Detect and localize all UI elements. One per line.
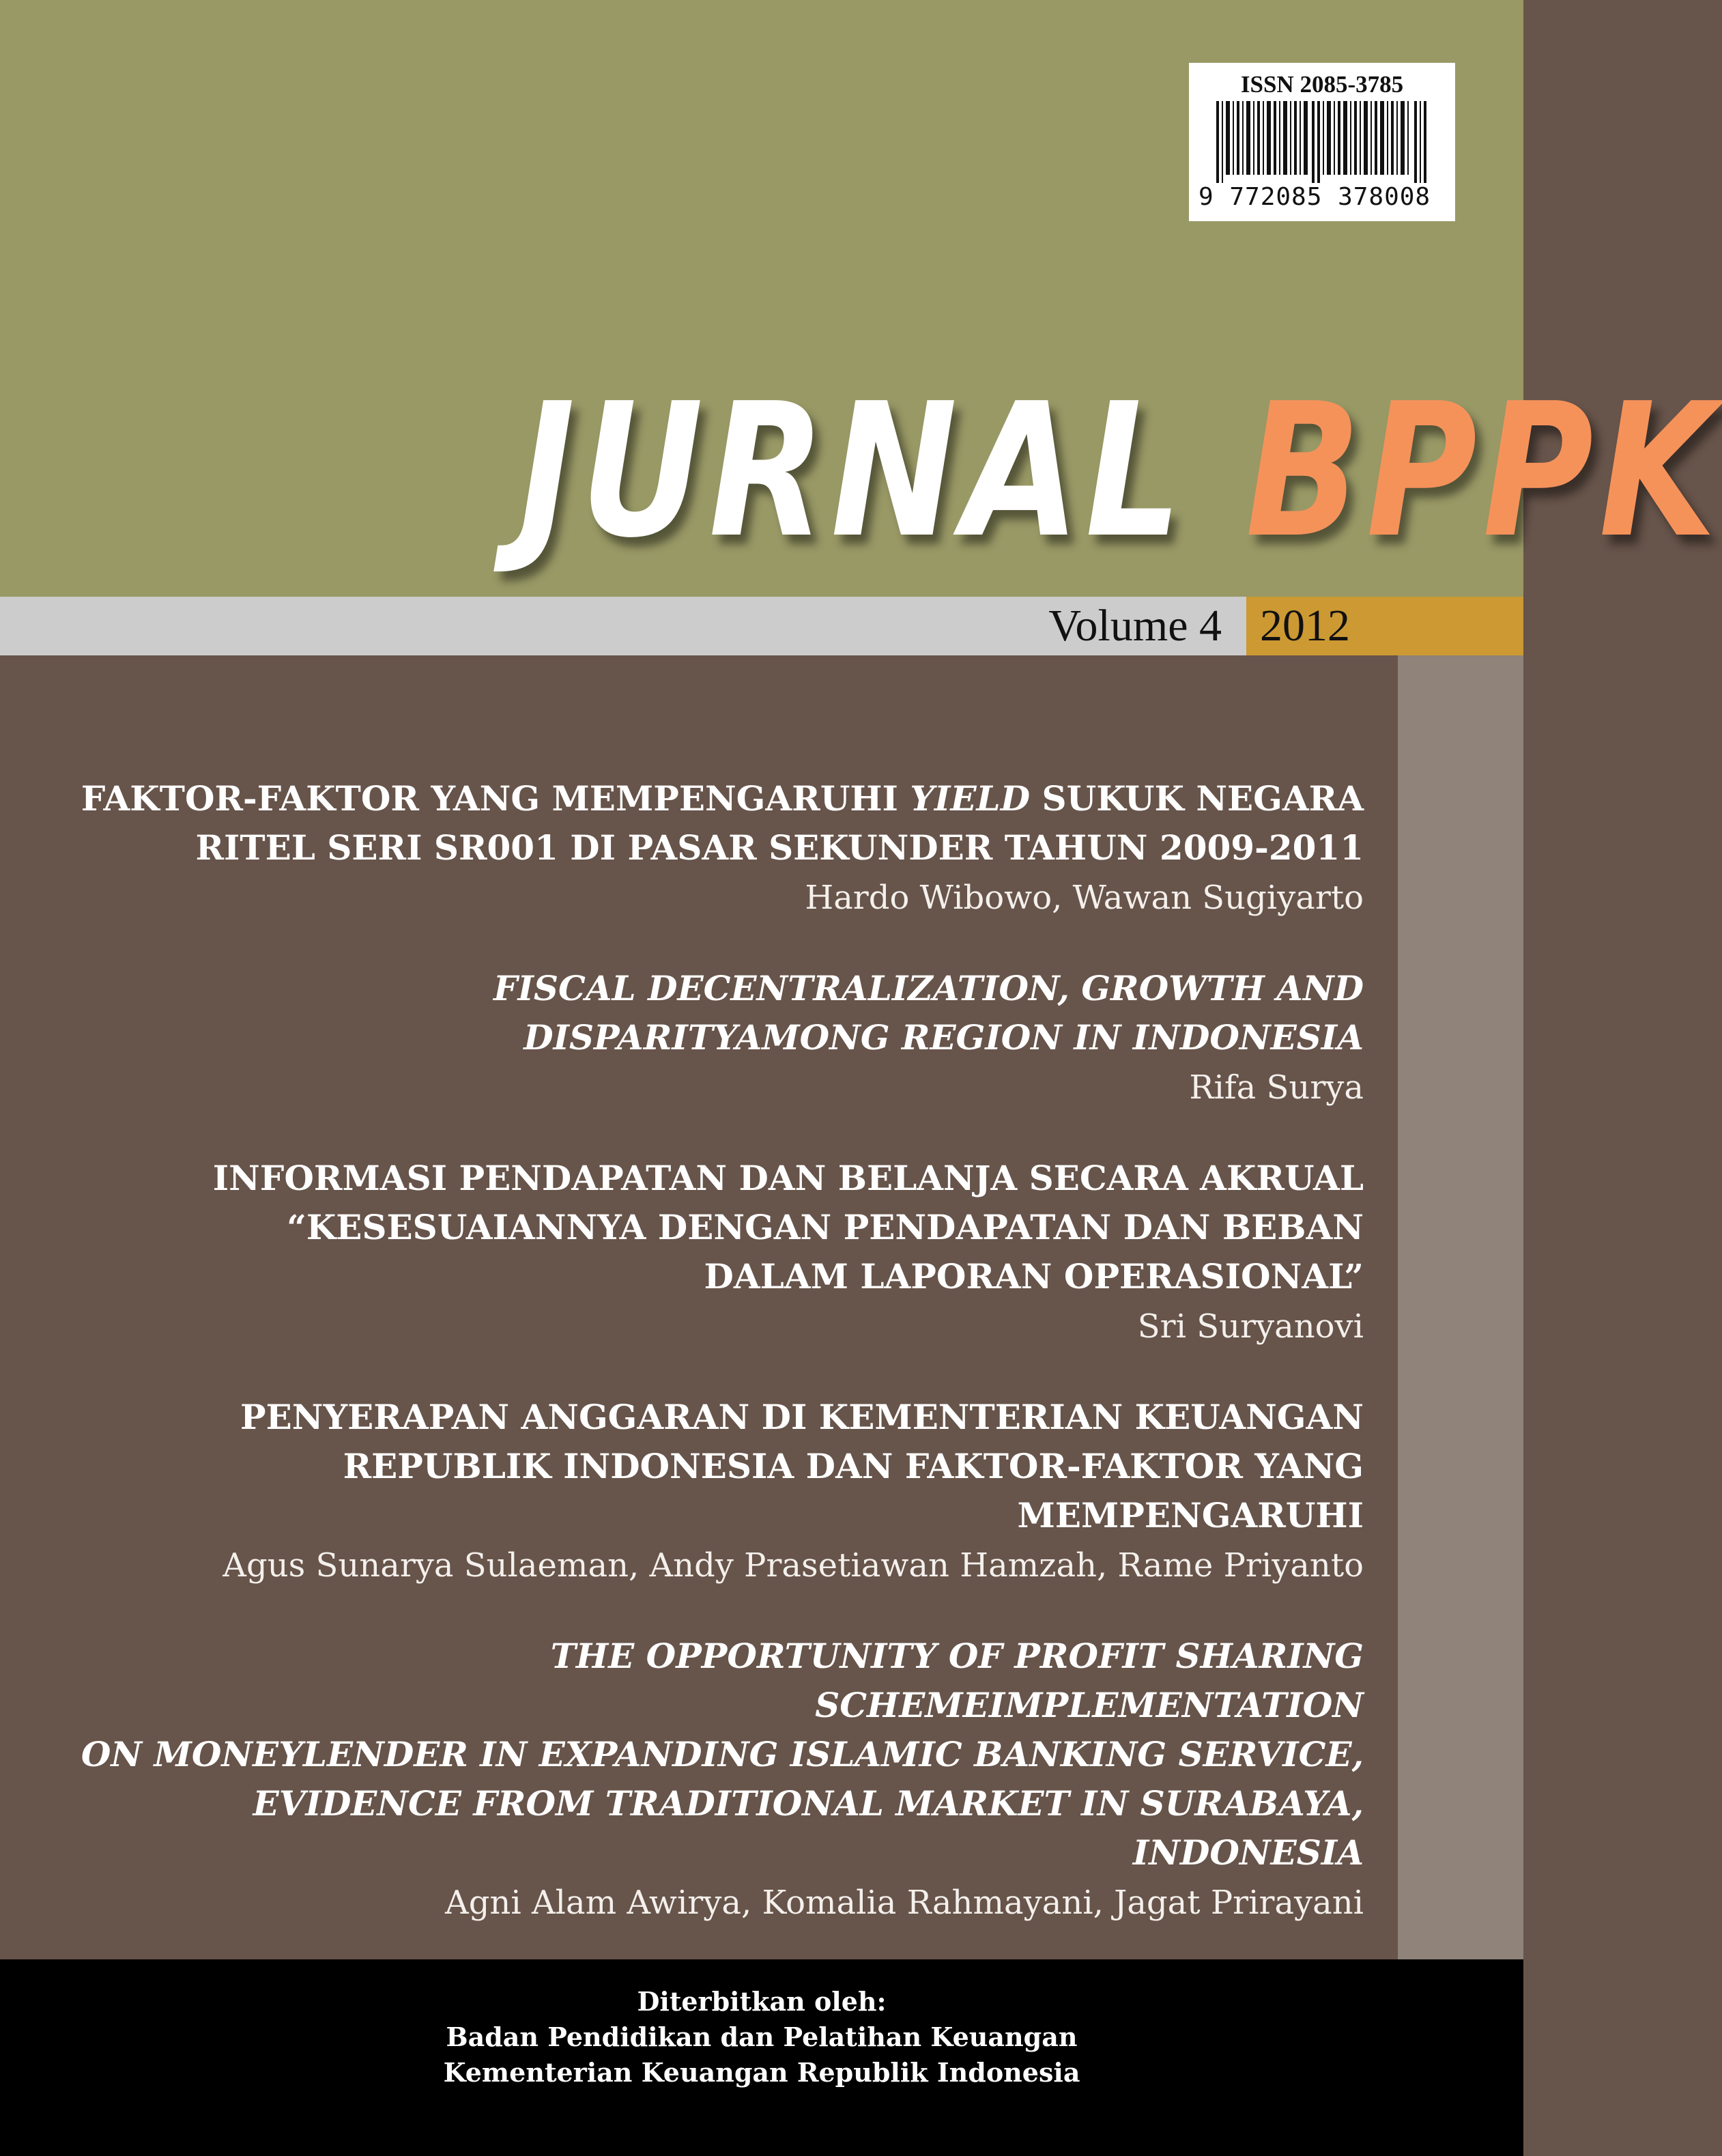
article-title-text: ON MONEYLENDER IN EXPANDING ISLAMIC BANKING SERVICE,: [81, 1734, 1364, 1774]
journal-masthead: [519, 363, 1722, 578]
article-title-text: THE OPPORTUNITY OF PROFIT SHARING SCHEMEIMPLEMENTATION: [550, 1636, 1364, 1725]
article-entry: [41, 964, 1364, 1113]
publisher-footer: [0, 1959, 1523, 2156]
article-title-text: “KESESUAIANNYA DENGAN PENDAPATAN DAN BEBAN: [287, 1207, 1364, 1247]
article-title-text: DISPARITYAMONG REGION IN INDONESIA: [523, 1017, 1364, 1058]
year-bar: [1246, 597, 1523, 655]
side-strip: [1398, 655, 1523, 1959]
article-title-text: DALAM LAPORAN OPERASIONAL”: [704, 1256, 1364, 1296]
cover-top-band: [0, 0, 1722, 597]
article-title-text: RITEL SERI SR001 DI PASAR SEKUNDER TAHUN 2009-2011: [195, 827, 1364, 868]
publisher-intro: Diterbitkan oleh:: [637, 1986, 887, 2017]
article-entry: [41, 1154, 1364, 1352]
barcode-icon: [1216, 101, 1428, 183]
article-title-line: [41, 1013, 1364, 1062]
masthead-word-jurnal: JURNAL: [519, 363, 1188, 578]
volume-bar: [0, 597, 1246, 655]
article-title-text: FISCAL DECENTRALIZATION, GROWTH AND: [493, 968, 1364, 1008]
article-title-line: [41, 964, 1364, 1013]
year-label: 2012: [1260, 601, 1350, 651]
article-title-line: [41, 1203, 1364, 1252]
article-title-line: [41, 823, 1364, 873]
article-title-text: INFORMASI PENDAPATAN DAN BELANJA SECARA AKRUAL: [212, 1158, 1364, 1198]
publisher-ministry: Kementerian Keuangan Republik Indonesia: [443, 2057, 1080, 2088]
article-entry: [41, 1632, 1364, 1928]
barcode-number: 9 772085 378008: [1199, 183, 1431, 211]
article-authors: Rifa Surya: [1189, 1068, 1364, 1107]
article-entry: [41, 1393, 1364, 1591]
article-entry: [41, 774, 1364, 923]
article-authors: Agus Sunarya Sulaeman, Andy Prasetiawan Hamzah, Rame Priyanto: [223, 1546, 1364, 1585]
article-title-line: [41, 1442, 1364, 1540]
article-title-text: SUKUK NEGARA: [1030, 778, 1364, 819]
article-title-line: [41, 1632, 1364, 1730]
article-title-line: [41, 1730, 1364, 1779]
table-of-contents: [41, 774, 1364, 1969]
article-title-text: FAKTOR-FAKTOR YANG MEMPENGARUHI: [81, 778, 910, 819]
article-title-text: REPUBLIK INDONESIA DAN FAKTOR-FAKTOR YANG MEMPENGARUHI: [343, 1446, 1364, 1535]
article-title-line: [41, 1252, 1364, 1301]
article-title-text: YIELD: [910, 778, 1031, 819]
masthead-word-bppk: BPPK: [1245, 363, 1722, 578]
article-title-text: PENYERAPAN ANGGARAN DI KEMENTERIAN KEUANGAN: [240, 1397, 1364, 1437]
volume-label: Volume 4: [1048, 601, 1222, 651]
issn-barcode: [1189, 63, 1455, 221]
article-authors: Sri Suryanovi: [1137, 1307, 1364, 1346]
article-authors: Agni Alam Awirya, Komalia Rahmayani, Jagat Prirayani: [445, 1884, 1364, 1922]
article-title-line: [41, 1393, 1364, 1442]
article-title-line: [41, 1154, 1364, 1203]
publisher-agency: Badan Pendidikan dan Pelatihan Keuangan: [446, 2022, 1078, 2052]
issn-label: ISSN 2085-3785: [1240, 71, 1404, 98]
article-title-text: EVIDENCE FROM TRADITIONAL MARKET IN SURABAYA, INDONESIA: [253, 1783, 1364, 1873]
article-authors: Hardo Wibowo, Wawan Sugiyarto: [805, 879, 1364, 917]
article-title-line: [41, 774, 1364, 823]
article-title-line: [41, 1779, 1364, 1877]
